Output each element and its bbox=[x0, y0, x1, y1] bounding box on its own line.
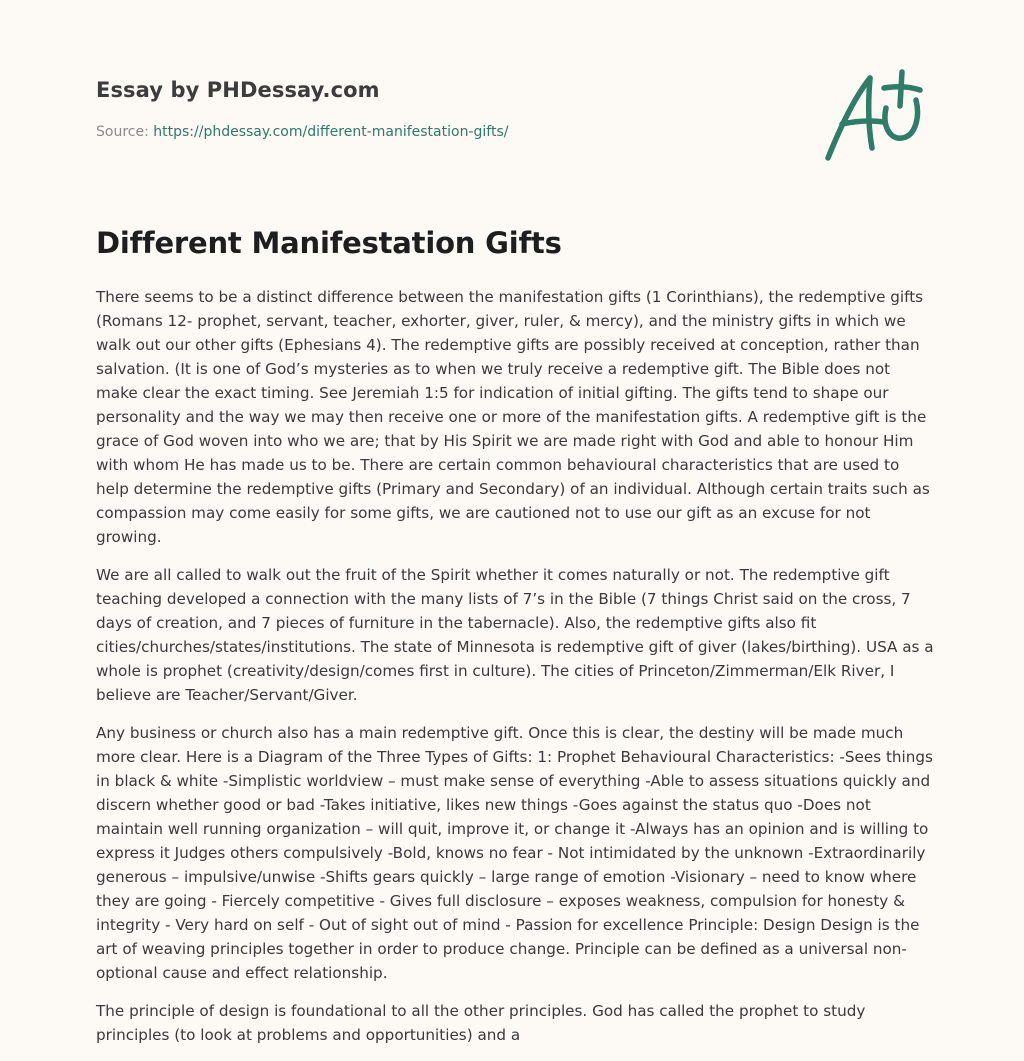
source-line bbox=[96, 124, 508, 140]
essay-paragraph: Any business or church also has a main redemptive gift. Once this is clear, the destiny will be made much more clear. Here is a Diagram of the Three Types of Gifts: 1: Prophet Behavioural Characteristics: -Sees things in black & white -Simplistic worldview – must make sense of everything -Able to assess situations quickly and discern whether good or bad -Takes initiative, likes new things -Goes against the status quo -Does not maintain well running organization – will quit, improve it, or change it -Always has an opinion and is willing to express it Judges others compulsively -Bold, knows no fear - Not intimidated by the unknown -Extraordinarily generous – impulsive/unwise -Shifts gears quickly – large range of emotion -Visionary – need to know where they are going - Fiercely competitive - Gives full disclosure – exposes weakness, compulsion for honesty & integrity - Very hard on self - Out of sight out of mind - Passion for excellence Principle: Design Design is the art of weaving principles together in order to produce change. Principle can be defined as a universal non-optional cause and effect relationship. bbox=[96, 724, 933, 982]
essay-paragraph: We are all called to walk out the fruit of the Spirit whether it comes naturally or not. The redemptive gift teaching developed a connection with the many lists of 7’s in the Bible (7 things Christ said on the cross, 7 days of creation, and 7 pieces of furniture in the tabernacle). Also, the redemptive gifts also fit cities/churches/states/institutions. The state of Minnesota is redemptive gift of giver (lakes/birthing). USA as a whole is prophet (creativity/design/comes first in culture). The cities of Princeton/Zimmerman/Elk River, I believe are Teacher/Servant/Giver. bbox=[96, 566, 934, 704]
brand-title: Essay by PHDessay.com bbox=[96, 78, 380, 102]
essay-title: Different Manifestation Gifts bbox=[96, 226, 562, 260]
a-plus-logo-icon bbox=[820, 68, 924, 164]
essay-paragraph: There seems to be a distinct difference between the manifestation gifts (1 Corinthians), the redemptive gifts (Romans 12- prophet, servant, teacher, exhorter, giver, ruler, & mercy), and the ministry gifts in which we walk out our other gifts (Ephesians 4). The redemptive gifts are possibly received at conception, rather than salvation. (It is one of God’s mysteries as to when we truly receive a redemptive gift. The Bible does not make clear the exact timing. See Jeremiah 1:5 for indication of initial gifting. The gifts tend to shape our personality and the way we may then receive one or more of the manifestation gifts. A redemptive gift is the grace of God woven into who we are; that by His Spirit we are made right with God and able to honour Him with whom He has made us to be. There are certain common behavioural characteristics that are used to help determine the redemptive gifts (Primary and Secondary) of an individual. Although certain traits such as compassion may come easily for some gifts, we are cautioned not to use our gift as an excuse for not growing. bbox=[96, 288, 930, 546]
source-label: Source: bbox=[96, 124, 154, 140]
essay-paragraph: The principle of design is foundational to all the other principles. God has called the prophet to study principles (to look at problems and opportunities) and a bbox=[96, 1002, 866, 1044]
source-link[interactable]: https://phdessay.com/different-manifestation-gifts/ bbox=[153, 124, 509, 140]
essay-body bbox=[96, 285, 936, 1061]
